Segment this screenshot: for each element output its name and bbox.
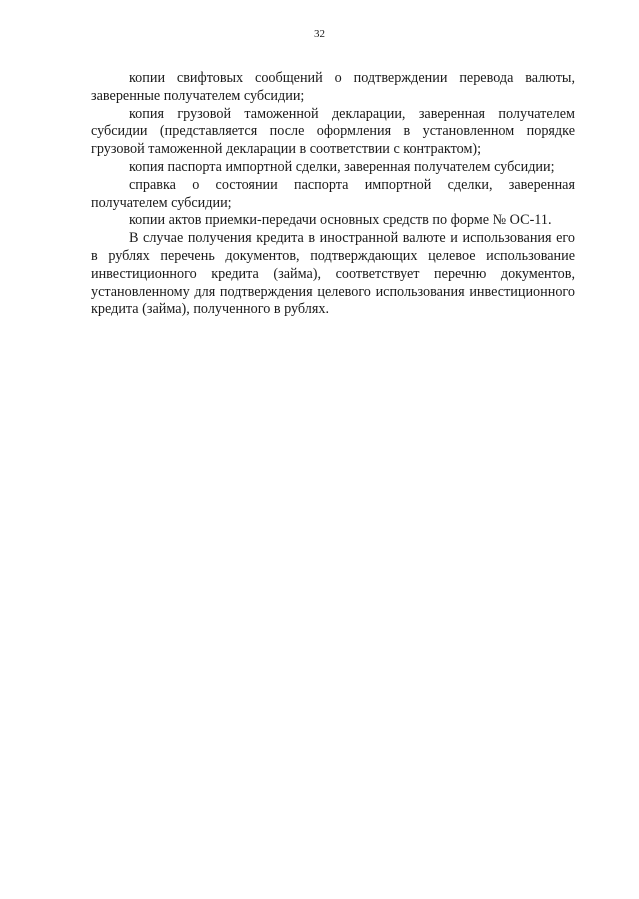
paragraph-import-passport-status: справка о состоянии паспорта импортной сделки, заверенная получателем субсидии;: [91, 176, 575, 211]
paragraph-import-passport-copy: копия паспорта импортной сделки, заверенная получателем субсидии;: [129, 158, 555, 175]
paragraph-foreign-currency-loan: В случае получения кредита в иностранной валюте и использования его в рублях перечень документов, подтверждающих целевое использование инвестиционного кредита (займа), соответствует перечню документов, установленному для подтверждения целевого использования инвестиционного кредита (займа), полученного в рублях.: [91, 230, 575, 318]
paragraph-swift-copies: копии свифтовых сообщений о подтверждении перевода валюты, заверенные получателем субсидии;: [91, 70, 575, 104]
page-number: 32: [314, 28, 325, 40]
paragraph-customs-declaration: копия грузовой таможенной декларации, заверенная получателем субсидии (представляется после оформления в установленном порядке грузовой таможенной декларации в соответствии с контрактом);: [91, 105, 575, 158]
document-body: [91, 70, 575, 319]
paragraph-transfer-acts: копии актов приемки-передачи основных средств по форме № ОС-11.: [129, 212, 552, 229]
